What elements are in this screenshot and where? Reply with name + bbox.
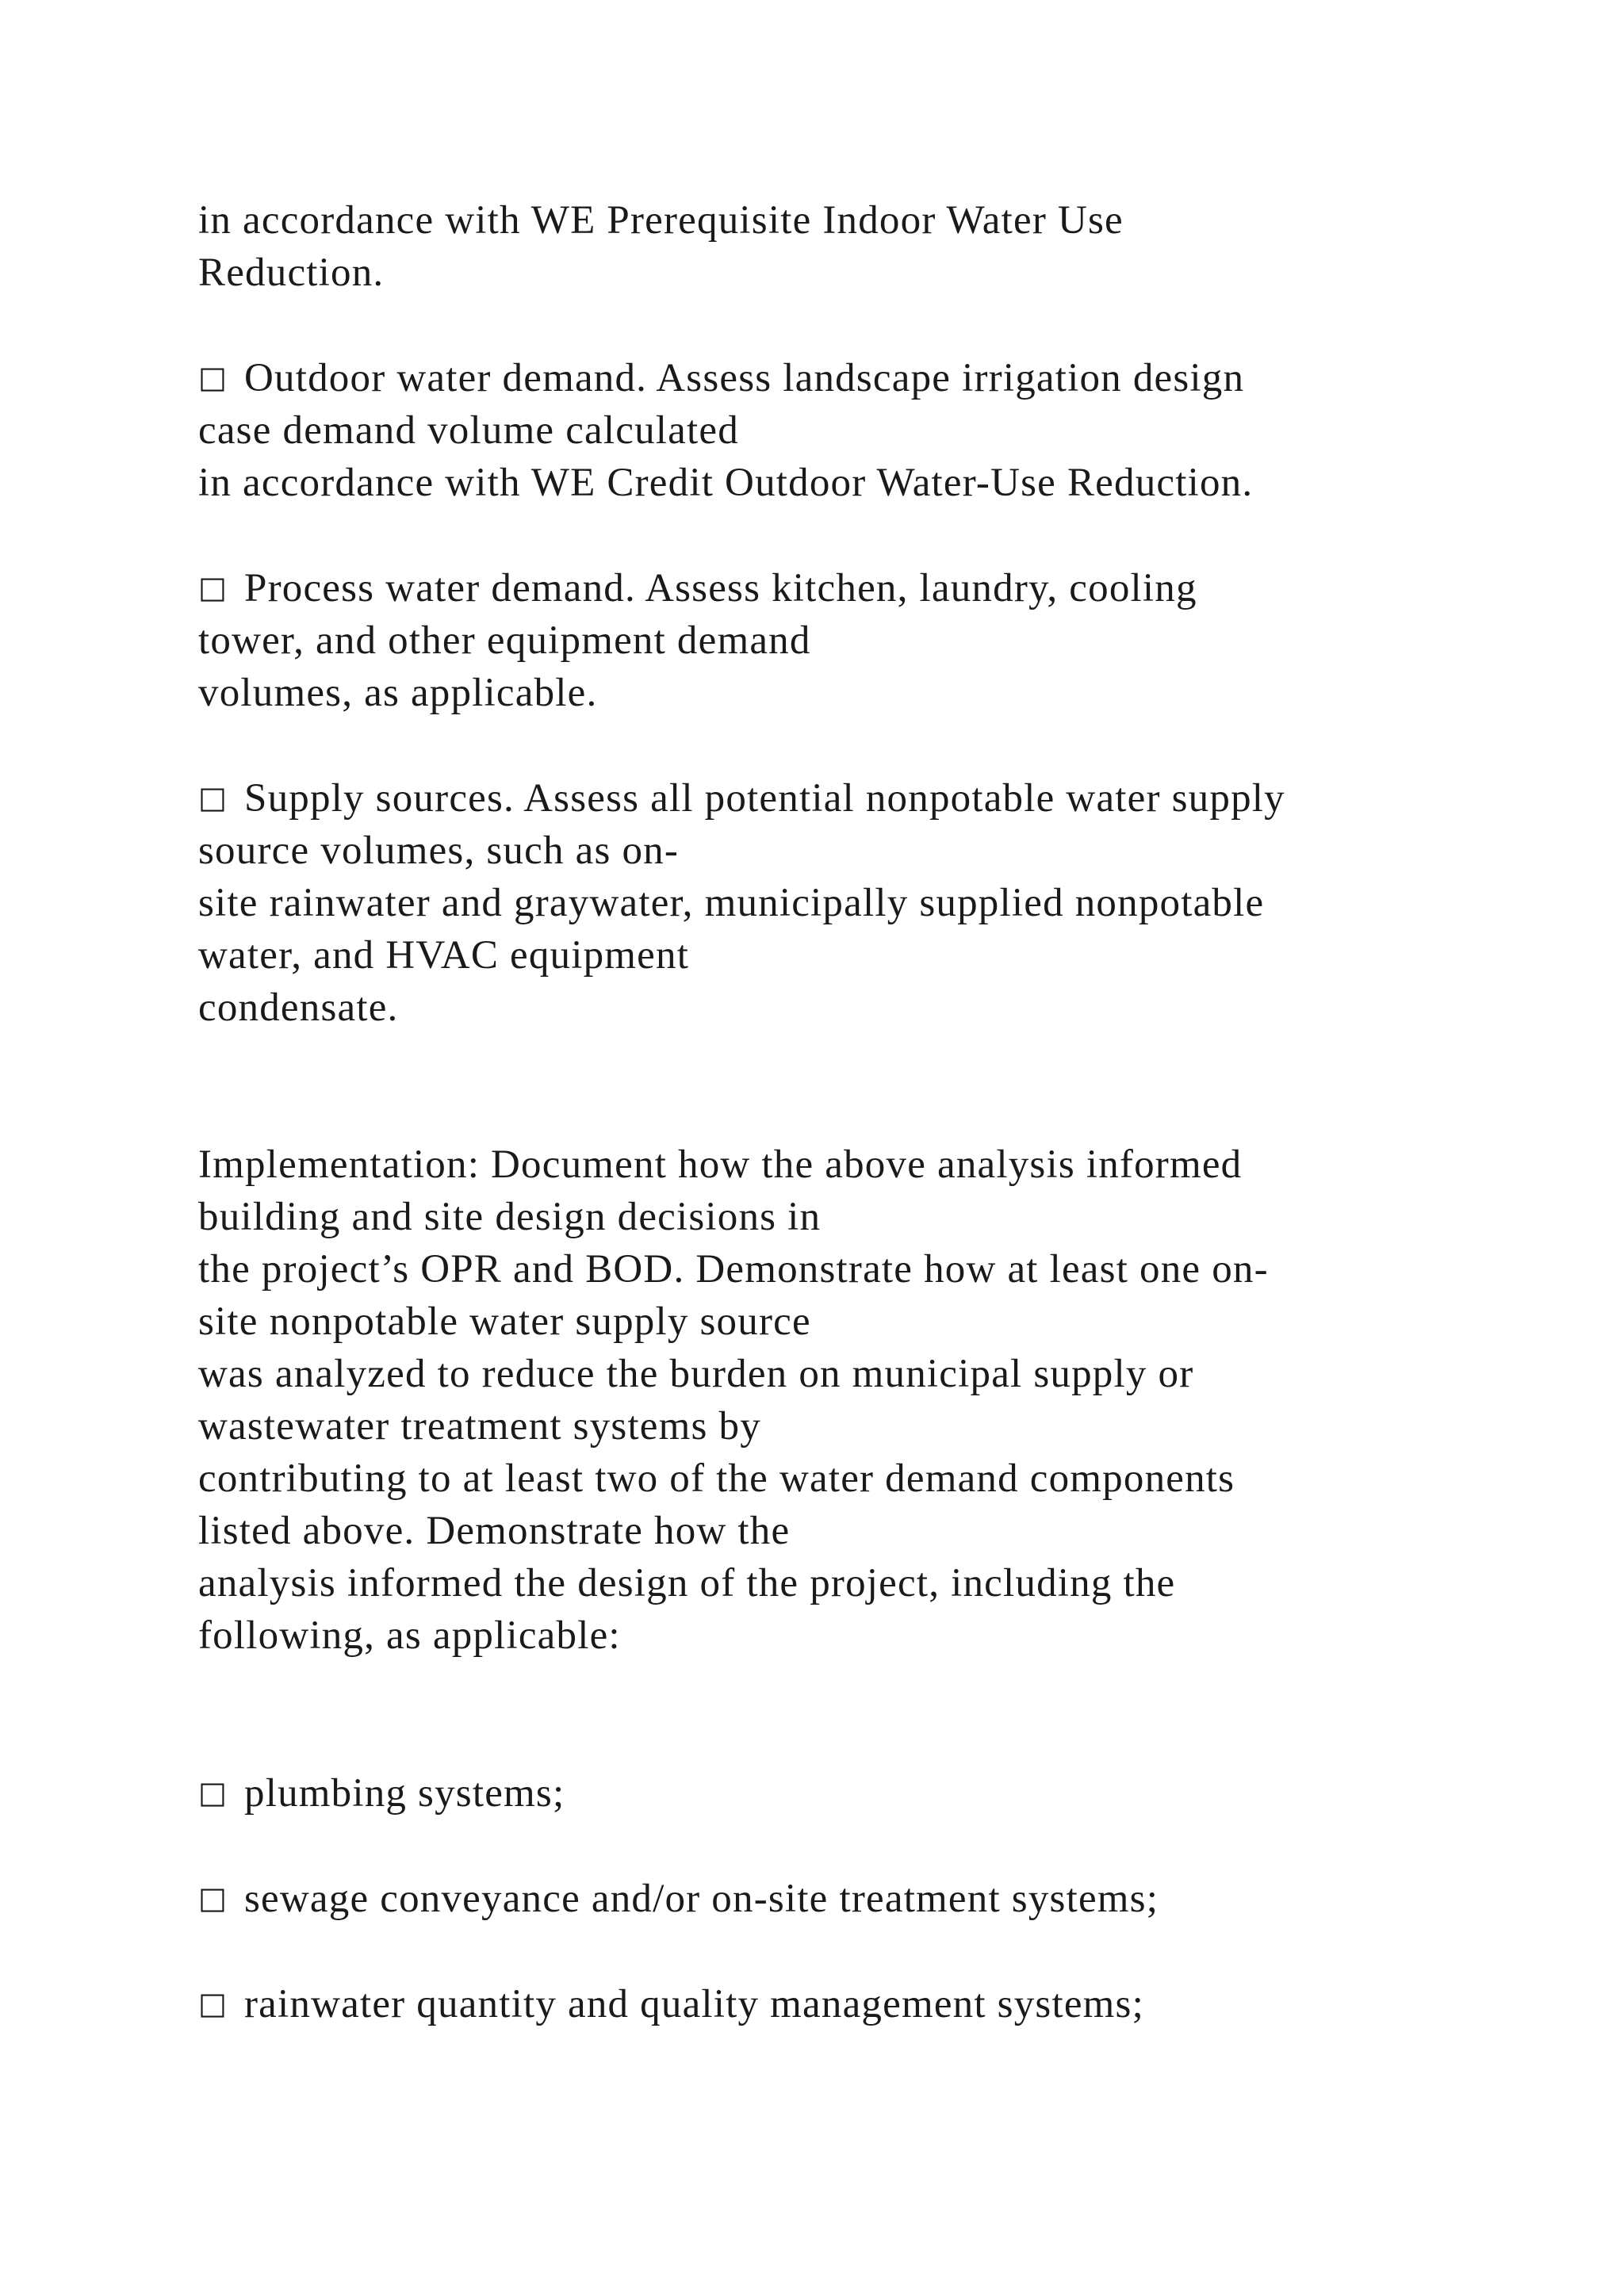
- text-line-with-bullet: [198, 1872, 1515, 1925]
- document-body: [198, 194, 1515, 2083]
- text-line: following, as applicable:: [198, 1613, 621, 1658]
- text-line: was analyzed to reduce the burden on municipal supply or: [198, 1352, 1194, 1396]
- text-line: listed above. Demonstrate how the: [198, 1509, 791, 1553]
- bullet-outdoor-water-demand: [198, 351, 1515, 509]
- text-line: volumes, as applicable.: [198, 671, 598, 715]
- text-line-with-bullet: [198, 771, 1515, 825]
- text-line: water, and HVAC equipment: [198, 933, 690, 978]
- text-line: Implementation: Document how the above analysis informed: [198, 1142, 1243, 1187]
- bullet-sewage-conveyance: [198, 1872, 1515, 1925]
- text-line: case demand volume calculated: [198, 408, 739, 453]
- text-line: rainwater quantity and quality management systems;: [244, 1982, 1144, 2026]
- checkbox-bullet-icon: □: [198, 1881, 228, 1915]
- text-line: Reduction.: [198, 251, 385, 295]
- paragraph-implementation: [198, 1138, 1515, 1662]
- text-line: building and site design decisions in: [198, 1195, 822, 1239]
- paragraph-indoor-water-reference: [198, 194, 1515, 299]
- bullet-supply-sources: [198, 771, 1515, 1034]
- text-line: Process water demand. Assess kitchen, laundry, cooling: [244, 566, 1197, 610]
- text-line: Supply sources. Assess all potential nonpotable water supply: [244, 776, 1285, 821]
- text-line: the project’s OPR and BOD. Demonstrate how at least one on-: [198, 1247, 1269, 1292]
- text-line-with-bullet: [198, 1766, 1515, 1820]
- bullet-rainwater-management: [198, 1977, 1515, 2030]
- text-line: tower, and other equipment demand: [198, 618, 811, 663]
- text-line-with-bullet: [198, 1977, 1515, 2030]
- text-line: Outdoor water demand. Assess landscape irrigation design: [244, 356, 1245, 400]
- bullet-plumbing-systems: [198, 1766, 1515, 1820]
- text-line: in accordance with WE Prerequisite Indoor Water Use: [198, 198, 1124, 243]
- checkbox-bullet-icon: □: [198, 360, 228, 395]
- text-line: plumbing systems;: [244, 1771, 565, 1816]
- checkbox-bullet-icon: □: [198, 570, 228, 605]
- text-line: site nonpotable water supply source: [198, 1299, 811, 1344]
- text-line: sewage conveyance and/or on-site treatment systems;: [244, 1877, 1159, 1921]
- text-line: wastewater treatment systems by: [198, 1404, 761, 1448]
- checkbox-bullet-icon: □: [198, 1986, 228, 2021]
- text-line: condensate.: [198, 985, 399, 1030]
- bullet-process-water-demand: [198, 561, 1515, 719]
- text-line: contributing to at least two of the water demand components: [198, 1456, 1235, 1501]
- text-line-with-bullet: [198, 351, 1515, 404]
- text-line: site rainwater and graywater, municipally supplied nonpotable: [198, 881, 1265, 925]
- checkbox-bullet-icon: □: [198, 1775, 228, 1810]
- text-line-with-bullet: [198, 561, 1515, 614]
- checkbox-bullet-icon: □: [198, 780, 228, 815]
- text-line: in accordance with WE Credit Outdoor Water-Use Reduction.: [198, 461, 1254, 505]
- text-line: analysis informed the design of the project, including the: [198, 1561, 1176, 1605]
- text-line: source volumes, such as on-: [198, 828, 680, 873]
